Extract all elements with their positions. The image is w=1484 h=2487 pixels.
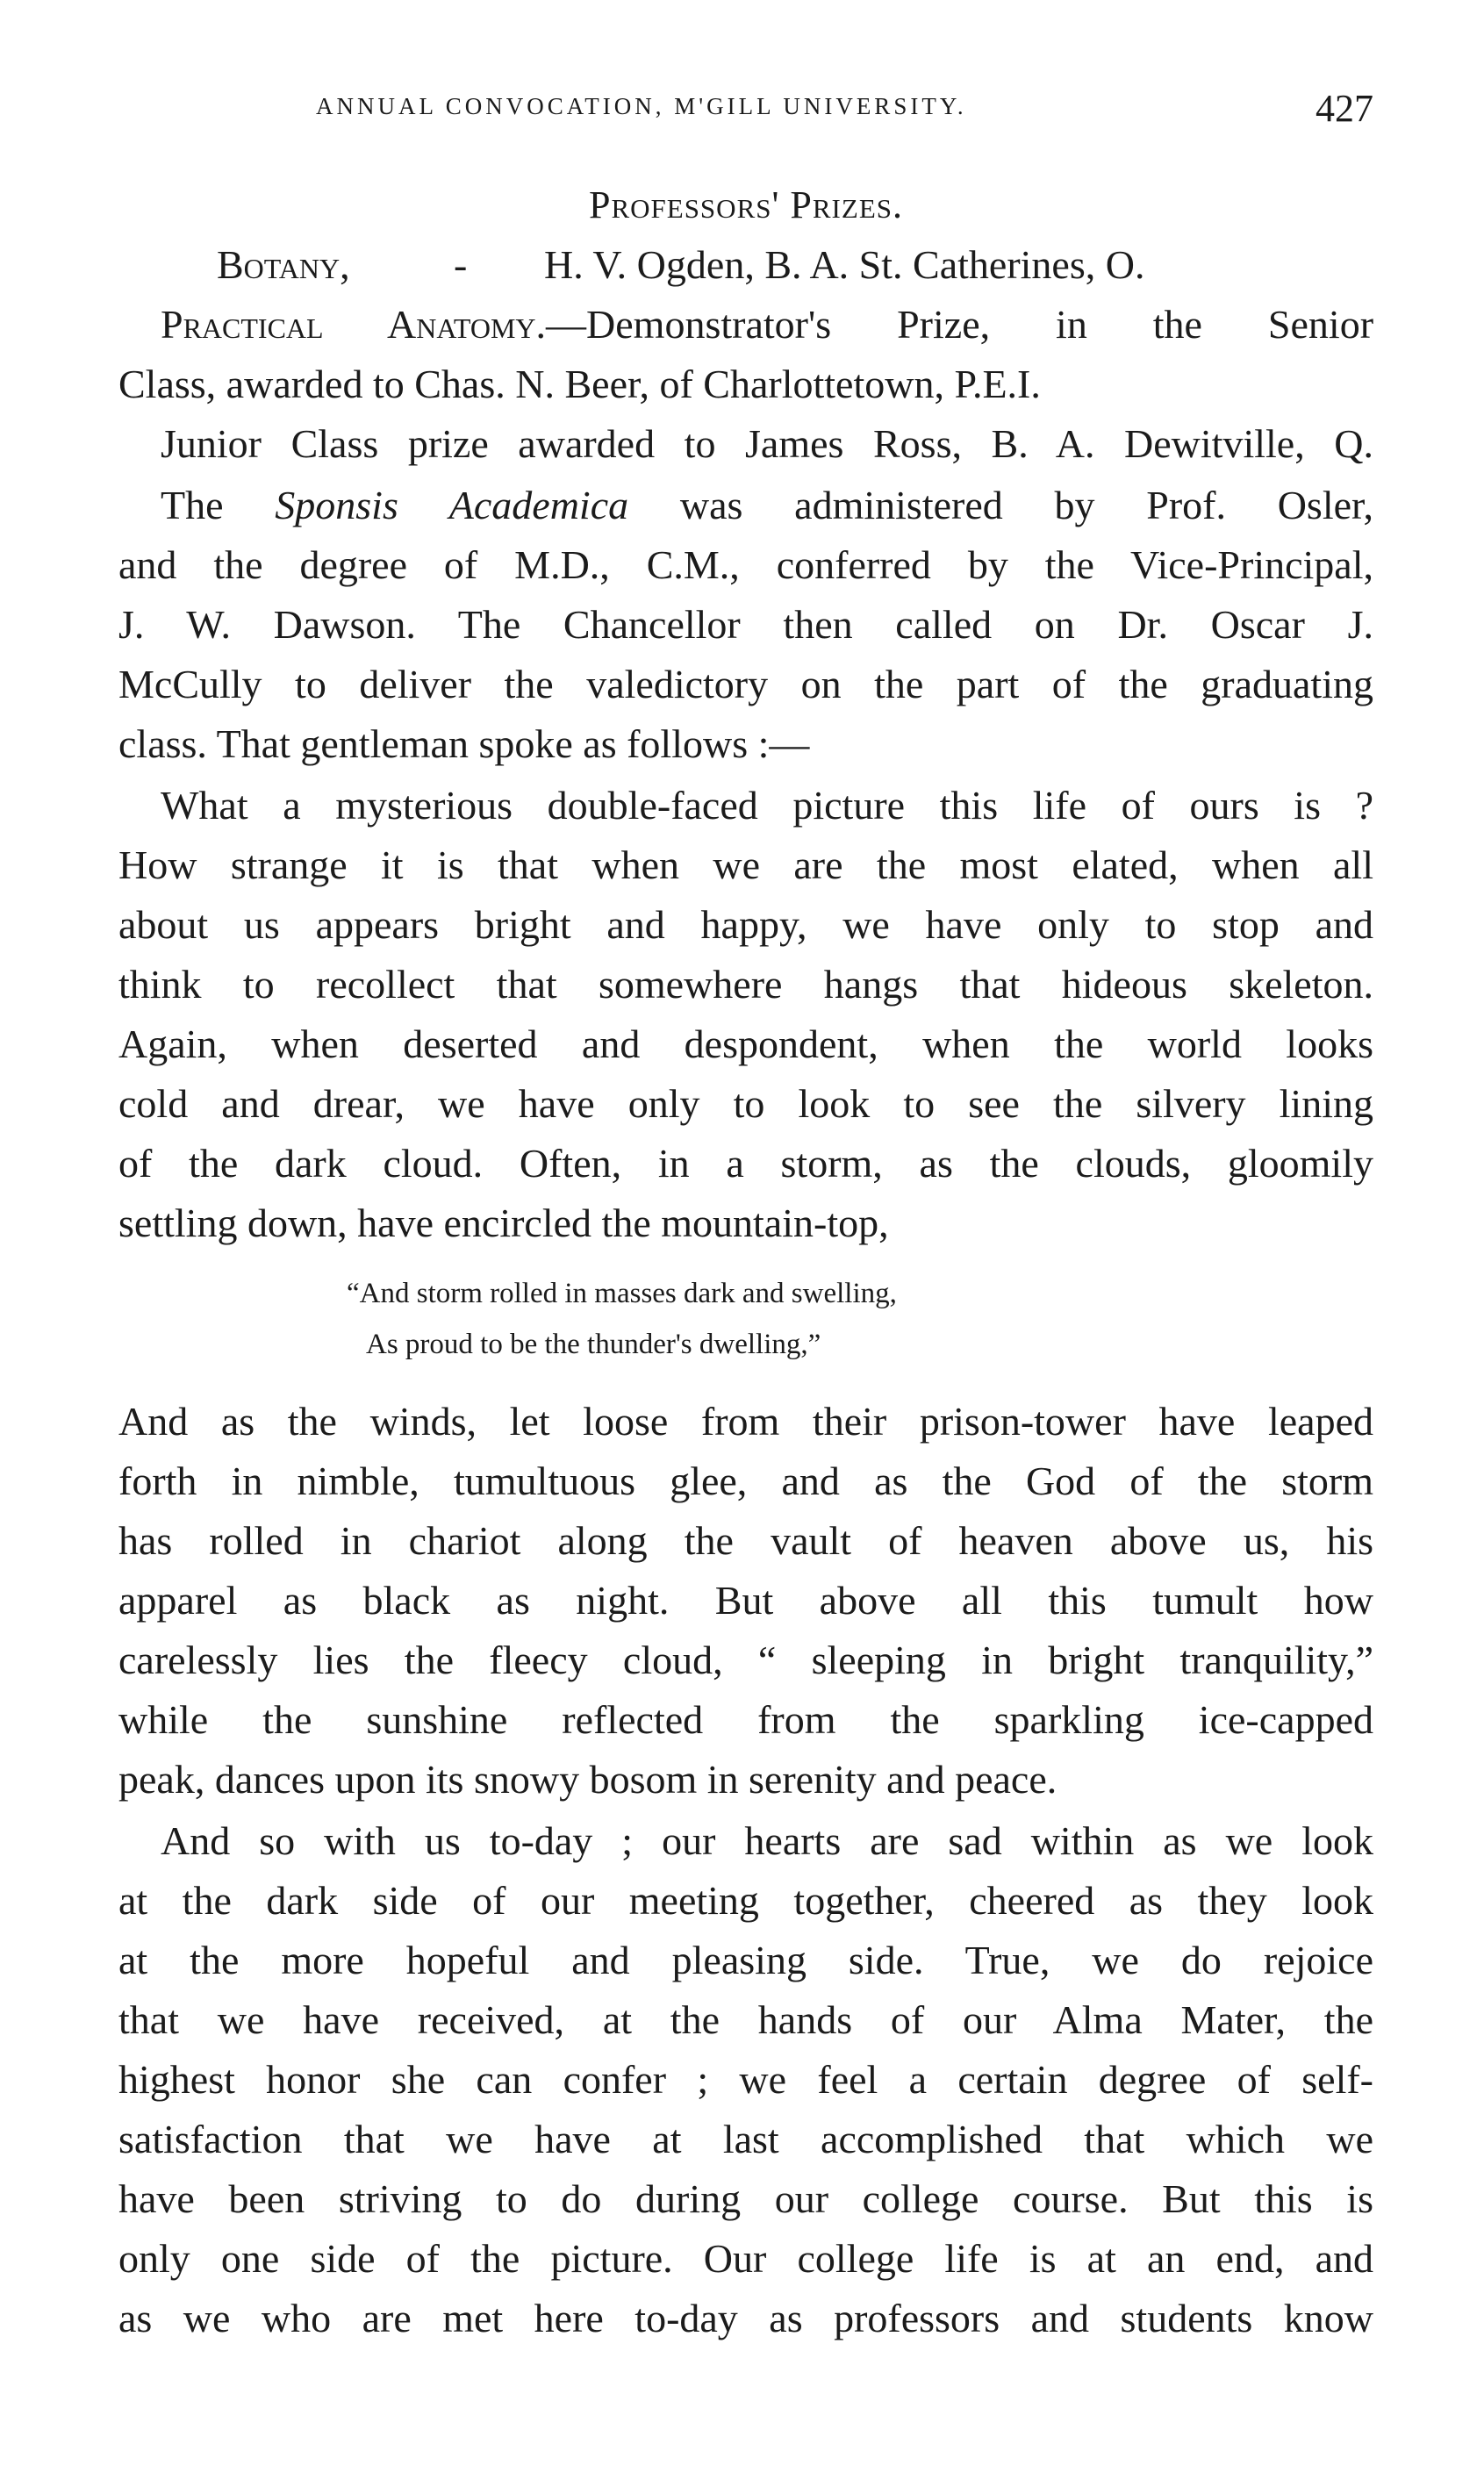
anatomy-subject: Practical Anatomy. <box>161 302 547 347</box>
botany-subject: Botany, <box>217 242 350 287</box>
speech-p1-line: about us appears bright and happy, we have only to stop and <box>118 902 1373 947</box>
speech-p3-line: only one side of the picture. Our college life is at an end, and <box>118 2236 1373 2281</box>
speech-p3-line: satisfaction that we have at last accomplished that which we <box>118 2117 1373 2161</box>
speech-p3-line: highest honor she can confer ; we feel a certain degree of self- <box>118 2057 1373 2102</box>
junior-class-prize-line: Junior Class prize awarded to James Ross, B. A. Dewitville, Q. <box>161 421 1373 466</box>
botany-winner: H. V. Ogden, B. A. St. Catherines, O. <box>544 242 1145 287</box>
section-heading-professors-prizes: Professors' Prizes. <box>588 183 903 226</box>
narrative-line-1 <box>161 479 1373 532</box>
sponsis-academica-italic: Sponsis Academica <box>275 483 629 527</box>
speech-p2-line: And as the winds, let loose from their prison-tower have leaped <box>118 1399 1373 1444</box>
speech-p1-line: How strange it is that when we are the most elated, when all <box>118 842 1373 887</box>
speech-p3-line: at the more hopeful and pleasing side. True, we do rejoice <box>118 1938 1373 1982</box>
narrative-line-4: McCully to deliver the valedictory on the part of the graduating <box>118 662 1373 706</box>
speech-p2-line: carelessly lies the fleecy cloud, “ sleeping in bright tranquility,” <box>118 1638 1373 1682</box>
speech-p2-line: forth in nimble, tumultuous glee, and as the God of the storm <box>118 1459 1373 1503</box>
anatomy-text-1: —Demonstrator's Prize, in the Senior <box>546 302 1374 347</box>
narrative-line-2: and the degree of M.D., C.M., conferred by the Vice-Principal, <box>118 542 1373 587</box>
narrative-line-3: J. W. Dawson. The Chancellor then called on Dr. Oscar J. <box>118 602 1373 647</box>
narrative-line-5: class. That gentleman spoke as follows :— <box>118 721 810 766</box>
speech-p1-line: Again, when deserted and despondent, when the world looks <box>118 1021 1373 1066</box>
verse-line-1: “And storm rolled in masses dark and swelling, <box>347 1278 897 1309</box>
speech-p1-line: What a mysterious double-faced picture this life of ours is ? <box>161 783 1373 828</box>
speech-p1-line: cold and drear, we have only to look to see the silvery lining <box>118 1081 1373 1126</box>
speech-p1-line: settling down, have encircled the mountain-top, <box>118 1200 889 1245</box>
speech-p3-line: have been striving to do during our college course. But this is <box>118 2176 1373 2221</box>
speech-p2-line: peak, dances upon its snowy bosom in serenity and peace. <box>118 1757 1057 1802</box>
narrative-text: The <box>161 483 276 527</box>
speech-p2-line: has rolled in chariot along the vault of heaven above us, his <box>118 1518 1373 1563</box>
speech-p3-line: And so with us to-day ; our hearts are sad within as we look <box>161 1818 1373 1863</box>
speech-p1-line: of the dark cloud. Often, in a storm, as the clouds, gloomily <box>118 1141 1373 1186</box>
speech-p3-line: that we have received, at the hands of our Alma Mater, the <box>118 1997 1373 2042</box>
speech-p1-line: think to recollect that somewhere hangs that hideous skeleton. <box>118 962 1373 1007</box>
running-title: ANNUAL CONVOCATION, M'GILL UNIVERSITY. <box>316 93 967 119</box>
speech-p3-line: as we who are met here to-day as professors and students know <box>118 2296 1373 2340</box>
botany-dash: - <box>454 242 468 287</box>
speech-p2-line: while the sunshine reflected from the sparkling ice-capped <box>118 1697 1373 1742</box>
anatomy-prize-line-1 <box>161 298 1373 351</box>
running-head <box>118 87 1373 146</box>
page-number: 427 <box>1316 87 1373 130</box>
narrative-text: was administered by Prof. Osler, <box>628 483 1373 527</box>
speech-p2-line: apparel as black as night. But above all this tumult how <box>118 1578 1373 1623</box>
anatomy-prize-line-2: Class, awarded to Chas. N. Beer, of Charlottetown, P.E.I. <box>118 362 1041 406</box>
verse-line-2: As proud to be the thunder's dwelling,” <box>366 1329 821 1360</box>
speech-p3-line: at the dark side of our meeting together, cheered as they look <box>118 1878 1373 1923</box>
